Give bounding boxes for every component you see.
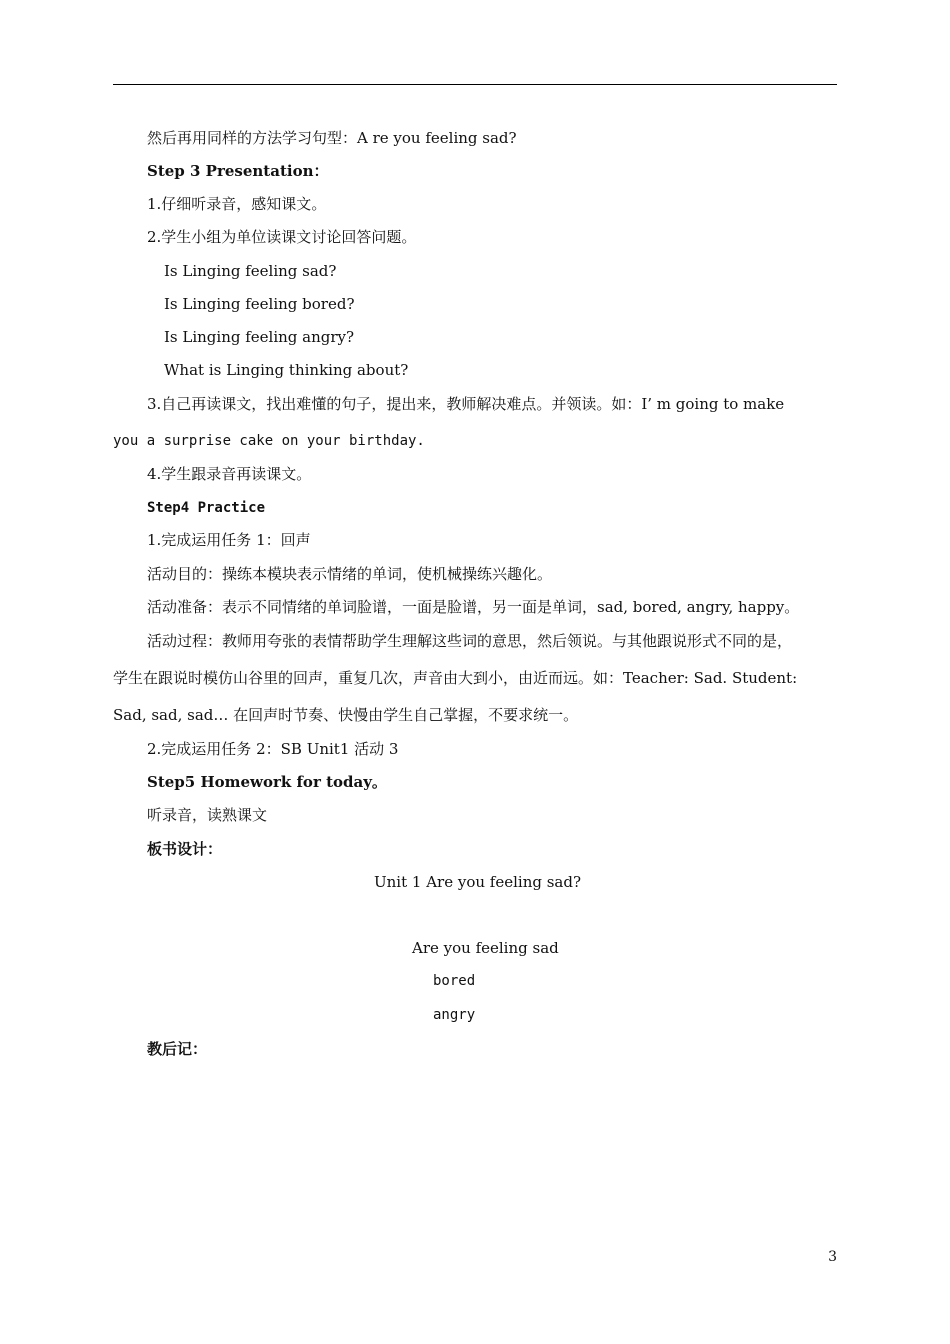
- teaching-notes-label: 教后记：: [147, 1040, 208, 1058]
- step3-heading: Step 3 Presentation：: [147, 162, 329, 180]
- board-design-label: 板书设计：: [147, 840, 223, 858]
- text-line: you a surprise cake on your birthday.: [113, 433, 425, 449]
- board-title: Unit 1 Are you feeling sad?: [374, 873, 582, 891]
- board-line: Are you feeling sad: [412, 939, 559, 957]
- text-line: 3.自己再读课文，找出难懂的句子，提出来，教师解决难点。并领读。如：I’ m going to make: [147, 395, 785, 413]
- text-line: 1.完成运用任务 1：回声: [147, 531, 311, 549]
- text-line: 2.完成运用任务 2：SB Unit1 活动 3: [147, 740, 399, 758]
- step5-heading: Step5 Homework for today。: [147, 773, 387, 791]
- question-line: Is Linging feeling angry?: [164, 328, 355, 346]
- question-line: Is Linging feeling bored?: [164, 295, 355, 313]
- text-line: 听录音，读熟课文: [147, 806, 268, 824]
- text-line: 2.学生小组为单位读课文讨论回答问题。: [147, 228, 417, 246]
- step4-heading: Step4 Practice: [147, 500, 266, 516]
- question-line: What is Linging thinking about?: [164, 361, 409, 379]
- text-line: 活动过程：教师用夸张的表情帮助学生理解这些词的意思，然后领说。与其他跟说形式不同的是，: [147, 632, 793, 650]
- text-line: 1.仔细听录音，感知课文。: [147, 195, 327, 213]
- page-number: 3: [828, 1249, 837, 1265]
- question-line: Is Linging feeling sad?: [164, 262, 337, 280]
- text-line: 然后再用同样的方法学习句型：A re you feeling sad?: [147, 129, 517, 147]
- text-line: 活动准备：表示不同情绪的单词脸谱，一面是脸谱，另一面是单词，sad, bored, angry, happy。: [147, 598, 800, 616]
- text-line: 学生在跟说时模仿山谷里的回声，重复几次，声音由大到小，由近而远。如：Teacher: Sad. Student:: [113, 669, 798, 687]
- text-line: 活动目的：操练本模块表示情绪的单词，使机械操练兴趣化。: [147, 565, 553, 583]
- board-line: angry: [433, 1007, 476, 1023]
- text-line: 4.学生跟录音再读课文。: [147, 465, 312, 483]
- header-rule: [113, 84, 837, 85]
- text-line: Sad, sad, sad… 在回声时节奏、快慢由学生自己掌握，不要求统一。: [113, 706, 579, 724]
- board-line: bored: [433, 973, 476, 989]
